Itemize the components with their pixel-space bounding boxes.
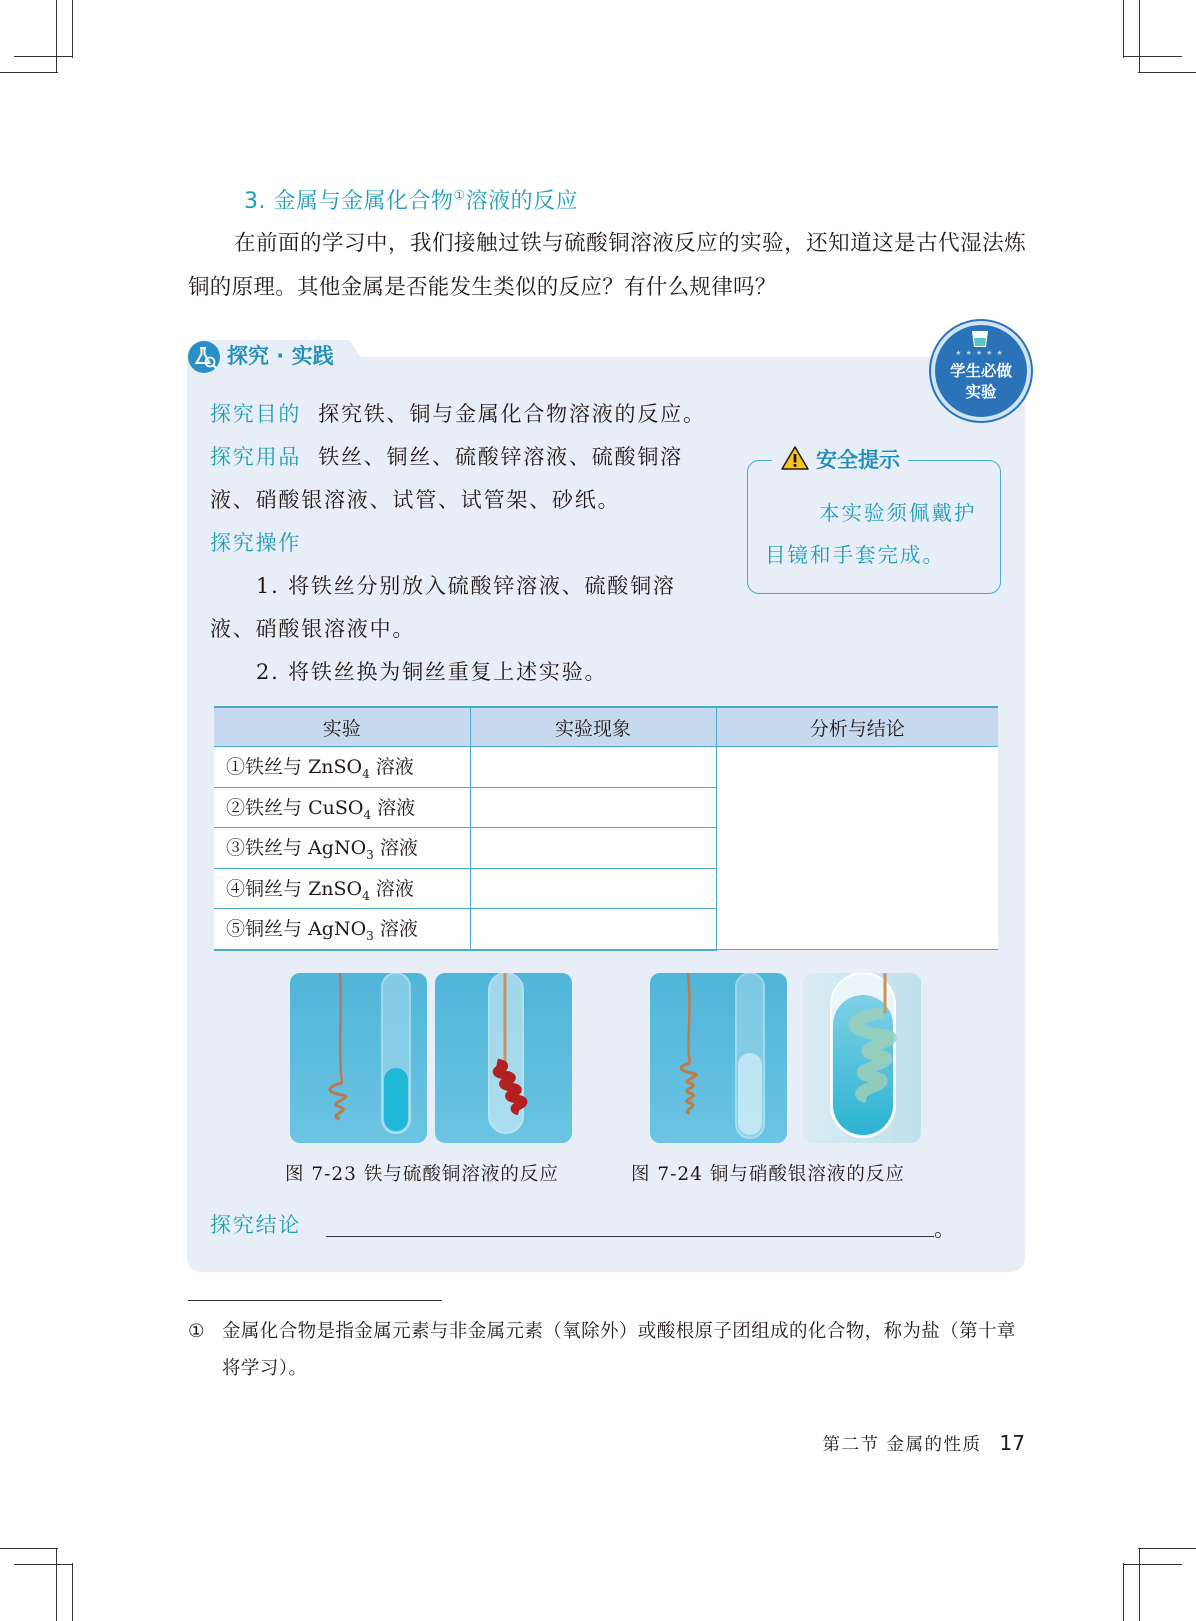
row-number: ② xyxy=(226,796,246,819)
page-number: 17 xyxy=(999,1431,1025,1455)
footnote-ref[interactable]: ① xyxy=(453,188,466,204)
materials-text-line2: 液、硝酸银溶液、试管、试管架、砂纸。 xyxy=(210,488,621,512)
materials-text-line1: 铁丝、铜丝、硫酸锌溶液、硫酸铜溶 xyxy=(318,445,683,469)
badge-stars: ★★★★★ xyxy=(955,349,1007,357)
table-header: 实验 xyxy=(214,707,470,747)
phenomenon-cell[interactable] xyxy=(470,909,716,950)
photo-copper-before xyxy=(650,973,787,1143)
conclusion-blank[interactable] xyxy=(326,1236,934,1237)
row-metal: 铜丝与 xyxy=(245,918,309,941)
table-header: 实验现象 xyxy=(470,707,716,747)
row-number: ① xyxy=(226,756,246,779)
photo-copper-after xyxy=(803,973,921,1143)
phenomenon-cell[interactable] xyxy=(470,787,716,828)
row-metal: 铁丝与 xyxy=(245,796,309,819)
section-title-prefix: 3. 金属与金属化合物 xyxy=(244,189,454,214)
row-solution: 溶液 xyxy=(373,918,418,941)
materials-label: 探究用品 xyxy=(210,445,302,469)
row-formula-subscript: 4 xyxy=(363,807,372,822)
conclusion-end: 。 xyxy=(934,1217,957,1241)
row-formula: AgNO xyxy=(308,918,367,941)
experiment-cell xyxy=(214,868,470,909)
section-title-suffix: 溶液的反应 xyxy=(465,189,579,214)
crop-mark xyxy=(56,1549,57,1621)
beaker-icon xyxy=(969,329,991,349)
row-formula: AgNO xyxy=(308,837,367,860)
intro-paragraph: 在前面的学习中，我们接触过铁与硫酸铜溶液反应的实验，还知道这是古代湿法炼铜的原理。其他金属是否能发生类似的反应？有什么规律吗？ xyxy=(188,231,1026,300)
crop-mark xyxy=(0,72,58,73)
row-formula-subscript: 3 xyxy=(366,929,374,944)
conclusion-label: 探究结论 xyxy=(210,1213,302,1237)
photo-iron-after xyxy=(435,973,572,1143)
figure-7-24-caption: 图 7-24 铜与硝酸银溶液的反应 xyxy=(631,1164,905,1185)
experiment-cell xyxy=(214,787,470,828)
step1-line1: 1. 将铁丝分别放入硫酸锌溶液、硫酸铜溶 xyxy=(256,574,676,598)
table-header-row xyxy=(214,707,998,747)
crop-mark xyxy=(14,56,72,57)
footnote-mark: ① xyxy=(188,1321,205,1342)
row-number: ⑤ xyxy=(226,918,246,941)
photo-iron-before xyxy=(290,973,427,1143)
panel-tab-label: 探究 · 实践 xyxy=(227,344,334,368)
figure-7-23-caption: 图 7-23 铁与硫酸铜溶液的反应 xyxy=(285,1164,559,1185)
phenomenon-cell[interactable] xyxy=(470,868,716,909)
crop-mark xyxy=(1124,1564,1182,1565)
crop-mark xyxy=(1124,56,1182,57)
row-number: ④ xyxy=(226,877,246,900)
operation-label: 探究操作 xyxy=(210,531,302,555)
experiment-cell xyxy=(214,828,470,869)
footer-section: 第二节 金属的性质 xyxy=(822,1435,982,1455)
safety-text: 本实验须佩戴护目镜和手套完成。 xyxy=(765,501,977,567)
required-experiment-badge xyxy=(931,321,1031,421)
crop-mark xyxy=(1138,72,1196,73)
step2: 2. 将铁丝换为铜丝重复上述实验。 xyxy=(256,660,608,684)
table-row xyxy=(214,747,998,788)
operation-label-line xyxy=(210,522,301,564)
purpose-line xyxy=(210,393,706,435)
flask-icon xyxy=(188,341,220,373)
row-metal: 铁丝与 xyxy=(245,756,309,779)
phenomenon-cell[interactable] xyxy=(470,747,716,788)
crop-mark xyxy=(1123,0,1124,58)
page-footer xyxy=(822,1431,1025,1456)
conclusion-line xyxy=(210,1204,301,1246)
badge-text-line1: 学生必做 xyxy=(949,362,1012,380)
row-formula: ZnSO xyxy=(308,756,363,779)
row-number: ③ xyxy=(226,837,246,860)
row-formula: ZnSO xyxy=(308,877,363,900)
row-metal: 铜丝与 xyxy=(245,877,309,900)
footnote-rule xyxy=(188,1300,442,1301)
row-formula-subscript: 4 xyxy=(362,888,370,903)
row-solution: 溶液 xyxy=(369,877,414,900)
experiment-cell xyxy=(214,909,470,950)
badge-text xyxy=(935,361,1027,403)
row-solution: 溶液 xyxy=(369,756,414,779)
crop-mark xyxy=(1139,1549,1140,1621)
crop-mark xyxy=(14,1564,72,1565)
section-title xyxy=(244,184,578,215)
row-formula-subscript: 3 xyxy=(366,848,374,863)
crop-mark xyxy=(1138,1548,1196,1549)
phenomenon-cell[interactable] xyxy=(470,828,716,869)
materials-line xyxy=(210,436,683,478)
footnote-text: 金属化合物是指金属元素与非金属元素（氧除外）或酸根原子团组成的化合物，称为盐（第十章将学习）。 xyxy=(222,1321,1016,1379)
row-metal: 铁丝与 xyxy=(245,837,309,860)
table-header: 分析与结论 xyxy=(716,707,998,747)
row-formula: CuSO xyxy=(308,796,364,819)
safety-title: 安全提示 xyxy=(816,448,900,472)
crop-mark xyxy=(1139,0,1140,72)
crop-mark xyxy=(72,1563,73,1621)
crop-mark xyxy=(0,1548,58,1549)
crop-mark xyxy=(56,0,57,72)
experiment-table xyxy=(214,706,998,951)
step1-line2: 液、硝酸银溶液中。 xyxy=(210,617,416,641)
analysis-cell[interactable] xyxy=(716,747,998,950)
row-formula-subscript: 4 xyxy=(362,767,370,782)
warning-icon xyxy=(780,445,810,471)
safety-heading xyxy=(772,444,908,474)
badge-text-line2: 实验 xyxy=(965,383,997,401)
crop-mark xyxy=(1123,1563,1124,1621)
purpose-label: 探究目的 xyxy=(210,402,302,426)
purpose-text: 探究铁、铜与金属化合物溶液的反应。 xyxy=(318,402,706,426)
row-solution: 溶液 xyxy=(371,796,416,819)
row-solution: 溶液 xyxy=(373,837,418,860)
crop-mark xyxy=(72,0,73,58)
experiment-cell xyxy=(214,747,470,788)
